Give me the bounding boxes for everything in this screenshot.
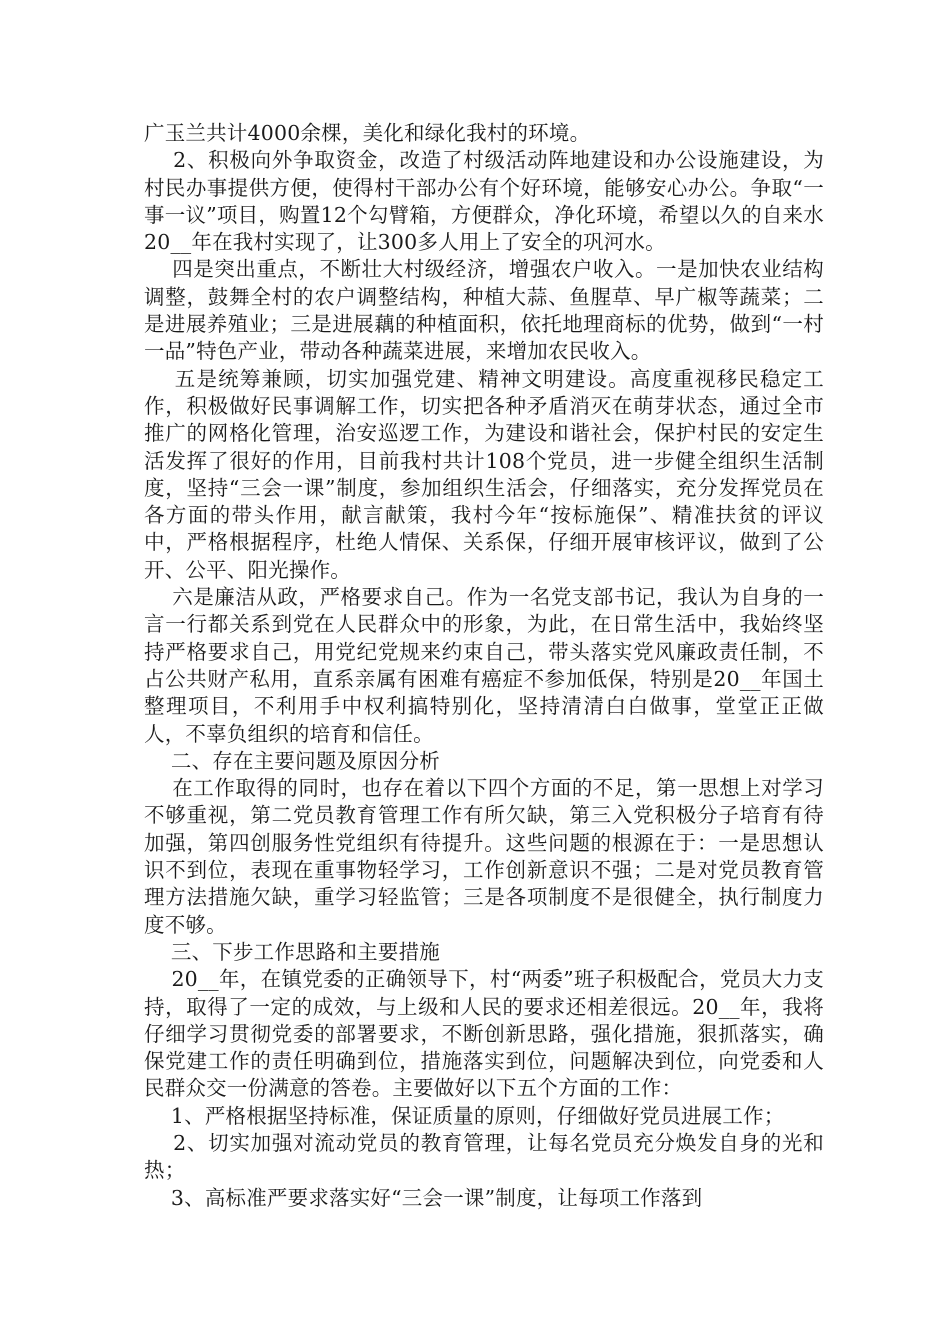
paragraph-funding: 2、积极向外争取资金，改造了村级活动阵地建设和办公设施建设，为村民办事提供方便，使得村干部办公有个好环境，能够安心办公。争取“一事一议”项目，购置12个勾臂箱，方便群众，净化环境，希望以久的自来水20__年在我村实现了，让300多人用上了安全的巩河水。	[144, 148, 824, 255]
paragraph-economy: 四是突出重点，不断壮大村级经济，增强农户收入。一是加快农业结构调整，鼓舞全村的农户调整结构，种植大蒜、鱼腥草、早广椒等蔬菜；二是进展养殖业；三是进展藕的种植面积，依托地理商标的优势，做到“一村一品”特色产业，带动各种蔬菜进展，来增加农民收入。	[144, 257, 824, 364]
section-heading-next-steps: 三、下步工作思路和主要措施	[144, 939, 440, 964]
paragraph-problems: 在工作取得的同时，也存在着以下四个方面的不足，第一思想上对学习不够重视，第二党员教育管理工作有所欠缺，第三入党积极分子培育有待加强，第四创服务性党组织有待提升。这些问题的根源在于：一是思想认识不到位，表现在重事物轻学习，工作创新意识不强；二是对党员教育管理方法措施欠缺，重学习轻监管；三是各项制度不是很健全，执行制度力度不够。	[144, 776, 824, 937]
list-item-1: 1、严格根据坚持标准，保证质量的原则，仔细做好党员进展工作；	[144, 1103, 785, 1128]
paragraph-next-steps: 20__年，在镇党委的正确领导下，村“两委”班子积极配合，党员大力支持，取得了一定的成效，与上级和人民的要求还相差很远。20__年，我将仔细学习贯彻党委的部署要求，不断创新思路，强化措施，狠抓落实，确保党建工作的责任明确到位，措施落实到位，问题解决到位，向党委和人民群众交一份满意的答卷。主要做好以下五个方面的工作：	[144, 967, 824, 1101]
paragraph-integrity: 六是廉洁从政，严格要求自己。作为一名党支部书记，我认为自身的一言一行都关系到党在人民群众中的形象，为此，在日常生活中，我始终坚持严格要求自己，用党纪党规来约束自己，带头落实党风廉政责任制，不占公共财产私用，直系亲属有困难有癌症不参加低保，特别是20__年国土整理项目，不利用手中权利搞特别化，坚持清清白白做事，堂堂正正做人，不辜负组织的培育和信任。	[144, 585, 824, 746]
list-item-2: 2、切实加强对流动党员的教育管理，让每名党员充分焕发自身的光和热；	[144, 1130, 824, 1183]
paragraph-party-building: 五是统筹兼顾，切实加强党建、精神文明建设。高度重视移民稳定工作，积极做好民事调解工作，切实把各种矛盾消灭在萌芽状态，通过全市推广的网格化管理，治安巡逻工作，为建设和谐社会，保护村民的安定生活发挥了很好的作用，目前我村共计108个党员，进一步健全组织生活制度，坚持“三会一课”制度，参加组织生活会，仔细落实，充分发挥党员在各方面的带头作用，献言献策，我村今年“按标施保”、精准扶贫的评议中，严格根据程序，杜绝人情保、关系保，仔细开展审核评议，做到了公开、公平、阳光操作。	[144, 366, 824, 582]
list-item-3: 3、高标准严要求落实好“三会一课”制度，让每项工作落到	[144, 1185, 703, 1210]
document-body	[144, 120, 824, 1212]
paragraph-environment-continuation: 广玉兰共计4000余棵，美化和绿化我村的环境。	[144, 121, 591, 145]
section-heading-problems: 二、存在主要问题及原因分析	[144, 748, 440, 773]
